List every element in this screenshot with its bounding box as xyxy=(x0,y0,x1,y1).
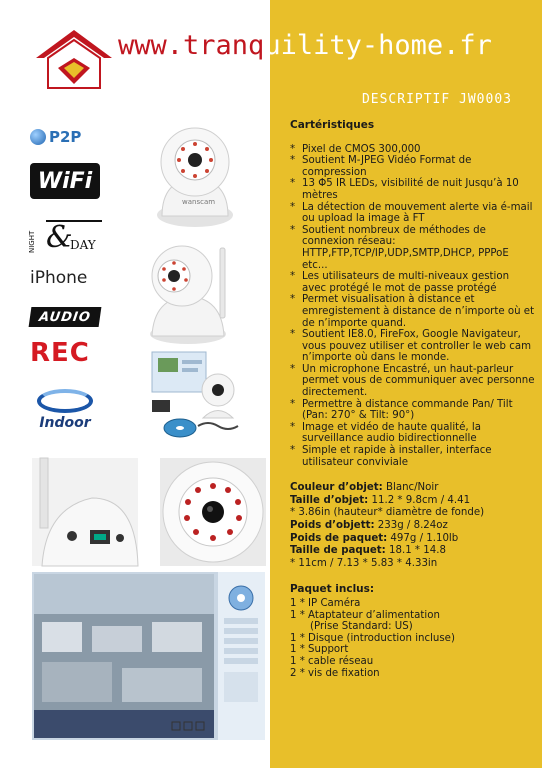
spec-value: * 3.86in (hauteur* diamètre de fonde) xyxy=(290,507,485,519)
svg-text:&: & xyxy=(46,220,73,255)
spec-label: Poids de paquet: xyxy=(290,532,388,544)
p2p-label: P2P xyxy=(49,128,82,146)
list-item: * La détection de mouvement alerte via é-mail ou upload la image à FT xyxy=(290,202,535,225)
indoor-ring-icon xyxy=(37,389,93,413)
spec-row xyxy=(290,558,535,571)
spec-label: Taille de paquet: xyxy=(290,545,386,557)
night-label: NIGHT xyxy=(28,230,36,253)
audio-badge xyxy=(29,307,102,327)
list-item: 2 * vis de fixation xyxy=(290,667,380,679)
rec-label: REC xyxy=(30,338,90,368)
iphone-label: iPhone xyxy=(30,268,88,288)
list-item: * Permettre à distance commande Pan/ Tilt (Pan: 270° & Tilt: 90°) xyxy=(290,399,535,422)
list-item: (Prise Standard: US) xyxy=(310,621,413,633)
spec-value: 233g / 8.24oz xyxy=(374,520,448,531)
site-url[interactable] xyxy=(118,30,492,61)
spec-row xyxy=(290,520,535,533)
description-content xyxy=(290,120,535,679)
web-interface-screenshot xyxy=(32,572,265,740)
list-item: 1 * Ataptateur d’alimentation xyxy=(290,609,440,621)
iphone-badge xyxy=(30,268,87,288)
list-item: * Soutient IE8.0, FireFox, Google Navigateur, vous pouvez utiliser et controller le web cam n’importe où dans le monde. xyxy=(290,329,535,364)
list-item: 1 * IP Caméra xyxy=(290,597,361,609)
spec-label: Taille d’objet: xyxy=(290,494,369,506)
spec-value: * 11cm / 7.13 * 5.83 * 4.33in xyxy=(290,557,438,569)
list-item: * Un microphone Encastré, un haut-parleur permet vous de communiquer avec personne directement. xyxy=(290,364,535,399)
camera-front-photo xyxy=(150,120,240,230)
site-url-part-white: uility-home.fr xyxy=(264,30,492,61)
house-logo-icon xyxy=(34,28,114,90)
spec-row xyxy=(290,533,535,546)
p2p-badge xyxy=(30,128,81,146)
spec-value: Blanc/Noir xyxy=(382,482,439,494)
camera-side-photo xyxy=(138,238,238,346)
night-day-badge xyxy=(30,213,106,257)
list-item: * Pixel de CMOS 300,000 xyxy=(290,144,535,156)
list-item: * Permet visualisation à distance et emregistement à distance de n’importe où et de n’importe quand. xyxy=(290,294,535,329)
spec-row xyxy=(290,482,535,495)
wifi-label: WiFi xyxy=(37,168,93,194)
wifi-badge xyxy=(30,163,100,199)
spec-value: 497g / 1.10lb xyxy=(387,532,459,544)
list-item: * Soutient nombreux de méthodes de connexion réseau: HTTP,FTP,TCP/IP,UDP,SMTP,DHCP, PPPoE etc... xyxy=(290,225,535,271)
features-list xyxy=(290,144,535,469)
indoor-label: Indoor xyxy=(39,415,91,431)
day-label: DAY xyxy=(70,238,96,252)
spec-value: 18.1 * 14.8 xyxy=(385,545,446,557)
camera-back-photo xyxy=(32,458,138,566)
globe-icon xyxy=(30,129,46,145)
package-list xyxy=(290,598,535,679)
list-item: * Soutient M-JPEG Vidéo Format de compression xyxy=(290,155,535,178)
list-item: * Simple et rapide à installer, interface utilisateur conviviale xyxy=(290,445,535,468)
spec-row xyxy=(290,495,535,508)
rec-badge xyxy=(30,338,90,368)
spec-row xyxy=(290,507,535,520)
list-item: 1 * cable réseau xyxy=(290,655,374,667)
indoor-badge xyxy=(30,386,100,434)
audio-label: AUDIO xyxy=(38,309,92,325)
list-item: * Les utilisateurs de multi-niveaux gestion avec protégé le mot de passe protégé xyxy=(290,271,535,294)
specifications xyxy=(290,482,535,570)
night-day-icon xyxy=(30,213,106,257)
list-item: * 13 Φ5 IR LEDs, visibilité de nuit Jusqu’à 10 mètres xyxy=(290,178,535,201)
spec-label: Poids d’objett: xyxy=(290,520,375,531)
list-item: 1 * Support xyxy=(290,644,349,656)
spec-value: 11.2 * 9.8cm / 4.41 xyxy=(368,494,471,506)
package-contents-photo xyxy=(148,348,242,444)
spec-label: Couleur d’objet: xyxy=(290,482,383,494)
site-url-part-red: www.tranq xyxy=(118,30,265,61)
descriptif-heading: DESCRIPTIF JW0003 xyxy=(361,92,512,107)
camera-lens-closeup-photo xyxy=(160,458,266,566)
list-item: * Image et vidéo de haute qualité, la surveillance audio bidirectionnelle xyxy=(290,422,535,445)
features-title: Cartéristiques xyxy=(290,119,375,131)
camera-brand-label: wanscam xyxy=(182,198,216,206)
package-title: Paquet inclus: xyxy=(290,583,375,596)
spec-row xyxy=(290,545,535,558)
list-item: 1 * Disque (introduction incluse) xyxy=(290,632,455,644)
